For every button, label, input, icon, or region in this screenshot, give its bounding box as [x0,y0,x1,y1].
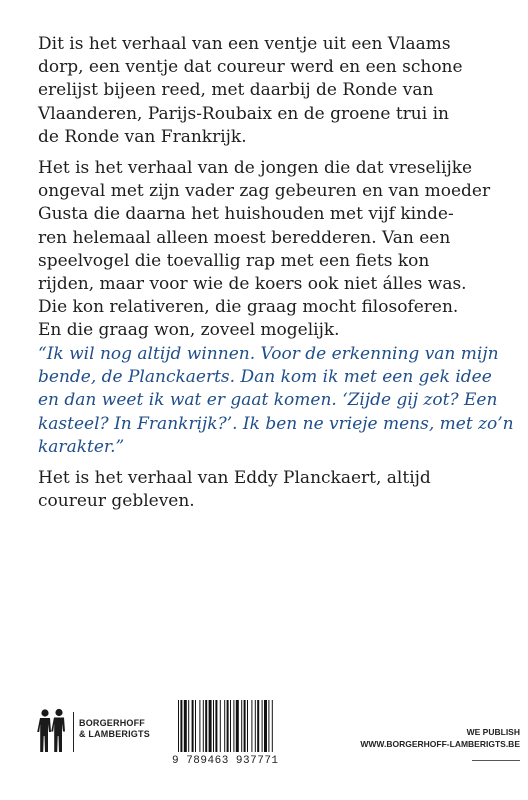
barcode-bar [257,700,259,752]
barcode-bar [241,700,242,752]
text-line: coureur gebleven. [38,491,195,512]
barcode-bar [220,700,221,752]
text-line: de Ronde van Frankrijk. [38,126,247,147]
barcode-bar [203,700,204,752]
logo-divider [73,712,74,752]
barcode-bar [244,700,246,752]
text-line: ren helemaal alleen moest beredderen. Van een [38,227,451,248]
publisher-info [360,726,520,750]
story-paragraph [38,157,498,343]
barcode-bar [178,700,179,752]
quote-line: bende, de Planckaerts. Dan kom ik met een gek idee [38,367,492,388]
publisher-logo-text [79,718,150,740]
text-line: speelvogel die toevallig rap met een fiets kon [38,250,430,271]
quote-line: kasteel? In Frankrijk?’. Ik ben ne vrieje mens, met zo’n [38,413,514,434]
publisher-rule [472,760,520,761]
barcode-bars [176,700,304,752]
barcode-bar [184,700,187,752]
intro-paragraph [38,33,498,149]
text-line: Het is het verhaal van de jongen die dat vreselijke [38,158,473,178]
quote-paragraph [38,343,514,459]
text-line: rijden, maar voor wie de koers ook niet álles was. [38,274,467,295]
text-line: Die kon relativeren, die graag mocht filosoferen. [38,297,459,318]
barcode-bar [195,700,196,752]
barcode-bar [224,700,225,752]
barcode-bar [255,700,256,752]
barcode-bar [272,700,273,752]
text-line: Vlaanderen, Parijs-Roubaix en de groene trui in [38,103,449,124]
publisher-slogan: WE PUBLISH [466,727,520,737]
barcode-bar [209,700,212,752]
publisher-website: WWW.BORGERHOFF-LAMBERIGTS.BE [360,739,520,749]
barcode-bar [251,700,252,752]
barcode-bar [233,700,234,752]
logo-line: & LAMBERIGTS [79,729,150,739]
two-figures-icon [36,708,68,754]
text-line: Gusta die daarna het huishouden met vijf kinde- [38,204,454,225]
barcode-bar [199,700,200,752]
text-line: Dit is het verhaal van een ventje uit een Vlaams [38,34,451,54]
text-line: dorp, een ventje dat coureur werd en een schone [38,57,463,78]
quote-line: karakter.” [38,436,125,457]
barcode-bar [236,700,239,752]
barcode-bar [268,700,269,752]
text-line: En die graag won, zoveel mogelijk. [38,320,340,341]
barcode-bar [213,700,214,752]
quote-line: “Ik wil nog altijd winnen. Voor de erkenning van mijn [38,344,499,364]
barcode-bar [230,700,231,752]
quote-line: en dan weet ik wat er gaat komen. ‘Zijde gij zot? Een [38,390,498,411]
barcode-bar [180,700,182,752]
isbn-number: 9 789463 937771 [172,755,279,767]
barcode-bar [188,700,189,752]
closing-paragraph [38,467,498,513]
logo-line: BORGERHOFF [79,718,145,728]
barcode-bar [192,700,194,752]
barcode-bar [247,700,248,752]
barcode-bar [264,700,267,752]
barcode-bar [215,700,217,752]
barcode-bar [262,700,263,752]
text-line: erelijst bijeen reed, met daarbij de Ronde van [38,80,434,101]
barcode-bar [205,700,207,752]
text-line: ongeval met zijn vader zag gebeuren en van moeder [38,181,491,202]
barcode-bar [227,700,229,752]
text-line: Het is het verhaal van Eddy Planckaert, altijd [38,468,431,488]
